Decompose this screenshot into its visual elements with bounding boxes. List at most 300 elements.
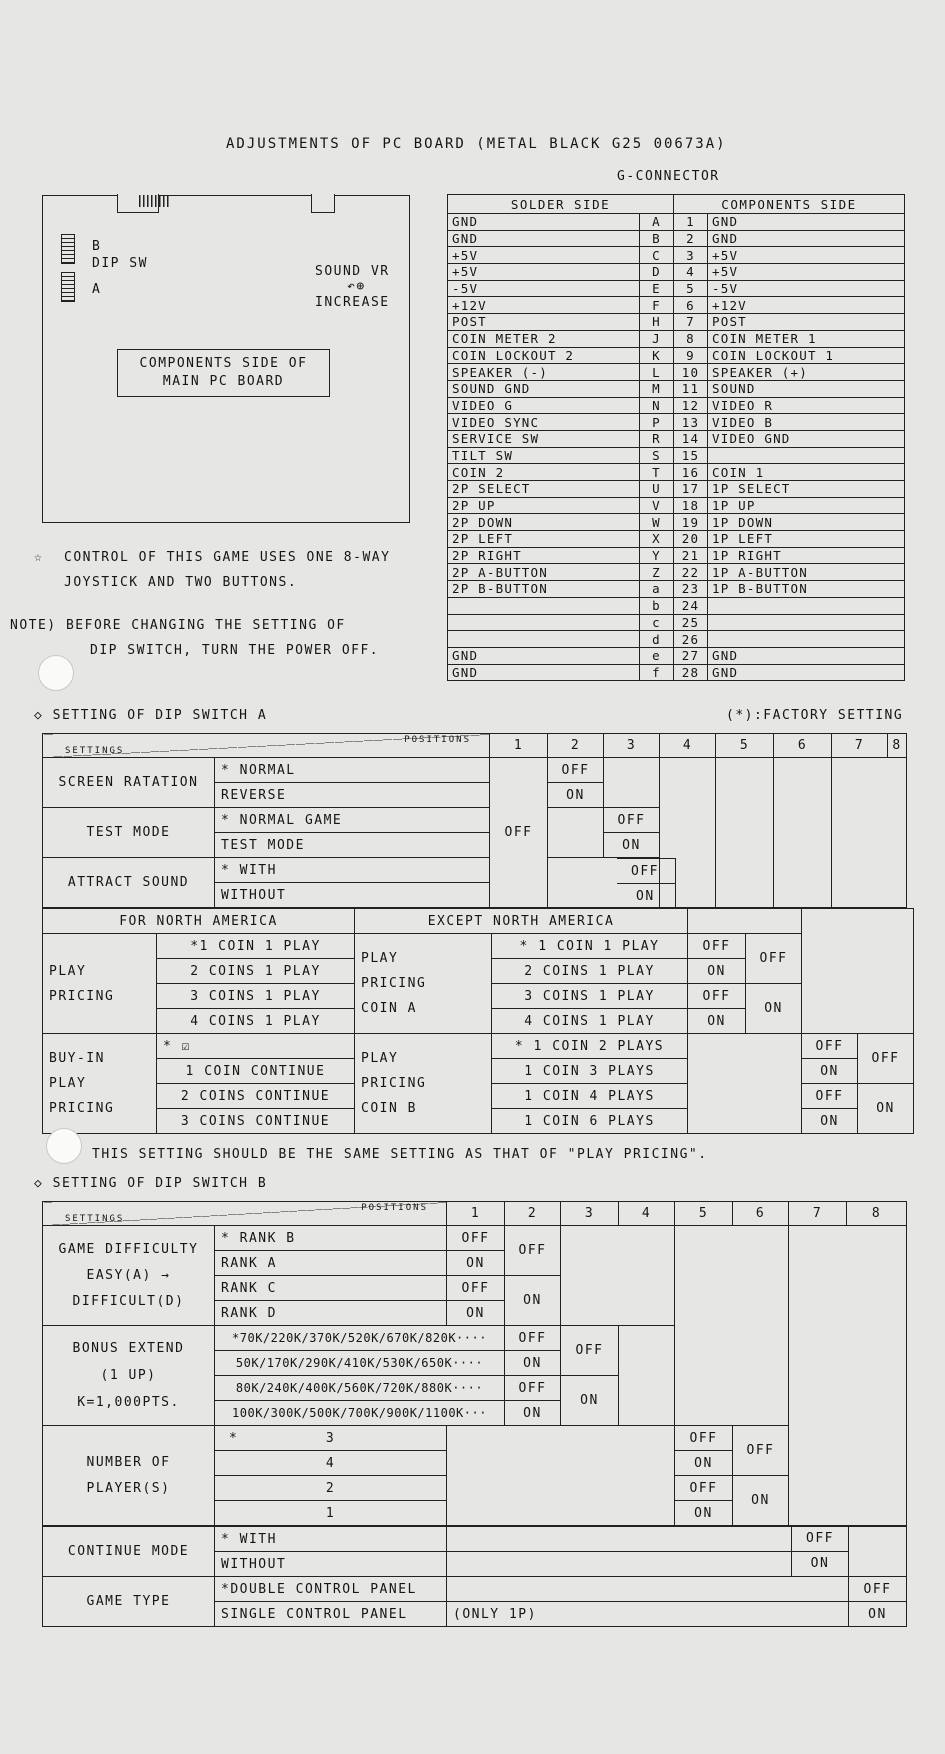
increase-label: INCREASE: [315, 295, 390, 310]
continue-without: WITHOUT: [215, 1552, 447, 1577]
col-header: 5: [716, 734, 774, 758]
solder-signal: SERVICE SW: [448, 430, 640, 447]
sw3-off: OFF: [505, 1376, 561, 1401]
factory-setting-note: (*):FACTORY SETTING: [726, 708, 904, 723]
component-signal: [708, 614, 905, 631]
option-without: WITHOUT: [215, 883, 490, 908]
buy-in-line1: BUY-IN: [49, 1051, 105, 1066]
for-north-america-header: FOR NORTH AMERICA: [43, 909, 355, 934]
solder-signal: 2P RIGHT: [448, 547, 640, 564]
sw3-on: ON: [505, 1401, 561, 1426]
except-north-america-header: EXCEPT NORTH AMERICA: [355, 909, 688, 934]
control-star-icon: ☆: [34, 550, 44, 565]
single-control-panel: SINGLE CONTROL PANEL: [215, 1602, 447, 1627]
bonus-line3: K=1,000PTS.: [77, 1395, 180, 1410]
col-header: 8: [888, 734, 907, 758]
sw3-off: OFF: [604, 808, 660, 833]
solder-pin: a: [640, 581, 674, 598]
component-signal: GND: [708, 664, 905, 681]
component-pin: 25: [674, 614, 708, 631]
game-difficulty-label: [43, 1226, 215, 1326]
solder-signal: COIN METER 2: [448, 330, 640, 347]
solder-signal: VIDEO G: [448, 397, 640, 414]
col-header: 1: [490, 734, 548, 758]
dip-b-heading: ◇ SETTING OF DIP SWITCH B: [34, 1176, 268, 1191]
rank-option: RANK D: [215, 1301, 447, 1326]
connector-row: [448, 547, 905, 564]
positions-label: POSITIONS: [404, 735, 471, 745]
note-line1: NOTE) BEFORE CHANGING THE SETTING OF: [10, 618, 346, 633]
sw6-on: ON: [746, 984, 802, 1034]
sw7-off: OFF: [802, 1034, 858, 1059]
connector-row: [448, 297, 905, 314]
sound-vr-label: SOUND VR: [315, 264, 390, 279]
coin-a-label: [355, 934, 492, 1034]
coin-b-line1: PLAY: [361, 1051, 399, 1066]
option-normal: * NORMAL: [215, 758, 490, 783]
solder-pin: M: [640, 380, 674, 397]
sw5-on: ON: [688, 1009, 746, 1034]
sw8-off: OFF: [849, 1577, 907, 1602]
component-signal: POST: [708, 314, 905, 331]
components-side-line2: MAIN PC BOARD: [162, 374, 285, 389]
punch-hole: [38, 655, 74, 691]
solder-signal: COIN 2: [448, 464, 640, 481]
connector-row: [448, 230, 905, 247]
component-signal: 1P SELECT: [708, 481, 905, 498]
sw6-off: OFF: [733, 1426, 789, 1476]
components-side-line1: COMPONENTS SIDE OF: [139, 356, 308, 371]
component-signal: GND: [708, 647, 905, 664]
control-line1: CONTROL OF THIS GAME USES ONE 8-WAY: [64, 550, 391, 565]
sw7-off: OFF: [791, 1527, 848, 1551]
bonus-line1: BONUS EXTEND: [72, 1341, 185, 1356]
g-connector-table: [447, 194, 905, 681]
sw5-on: ON: [675, 1501, 733, 1526]
sw8-on: ON: [849, 1602, 907, 1627]
na-bi-option: 3 COINS CONTINUE: [157, 1109, 355, 1134]
sw7-off: OFF: [802, 1084, 858, 1109]
solder-pin: L: [640, 364, 674, 381]
bonus-option: 100K/300K/500K/700K/900K/1100K···: [215, 1401, 505, 1426]
col-header: 3: [561, 1202, 619, 1226]
eb-option: 1 COIN 4 PLAYS: [492, 1084, 688, 1109]
connector-row: [448, 464, 905, 481]
solder-signal: -5V: [448, 280, 640, 297]
na-bi-option: 2 COINS CONTINUE: [157, 1084, 355, 1109]
default-star: *: [229, 1430, 239, 1446]
players-line1: NUMBER OF: [86, 1454, 171, 1470]
sw1-on: ON: [447, 1301, 505, 1326]
buy-in-line3: PRICING: [49, 1101, 115, 1116]
sw5-off: OFF: [688, 984, 746, 1009]
solder-pin: d: [640, 631, 674, 648]
solder-signal: GND: [448, 647, 640, 664]
sw2-off: OFF: [505, 1226, 561, 1276]
solder-signal: 2P SELECT: [448, 481, 640, 498]
sw2-off: OFF: [548, 758, 604, 783]
option-test-mode: TEST MODE: [215, 833, 490, 858]
na-pp-option: 3 COINS 1 PLAY: [157, 984, 355, 1009]
solder-signal: 2P UP: [448, 497, 640, 514]
solder-side-header: SOLDER SIDE: [448, 195, 674, 214]
component-pin: 16: [674, 464, 708, 481]
col-header: 2: [505, 1202, 561, 1226]
connector-row: [448, 447, 905, 464]
sw2-on: ON: [548, 783, 604, 808]
col-header: 6: [774, 734, 832, 758]
sw8-on: ON: [858, 1084, 914, 1134]
solder-pin: E: [640, 280, 674, 297]
na-play-pricing-line1: PLAY: [49, 963, 87, 979]
connector-row: [448, 414, 905, 431]
component-pin: 21: [674, 547, 708, 564]
component-signal: 1P B-BUTTON: [708, 581, 905, 598]
solder-signal: 2P DOWN: [448, 514, 640, 531]
solder-signal: +12V: [448, 297, 640, 314]
solder-pin: c: [640, 614, 674, 631]
only-1p-note: (ONLY 1P): [447, 1602, 849, 1627]
ea-option: 4 COINS 1 PLAY: [492, 1009, 688, 1034]
col-header: 5: [675, 1202, 733, 1226]
solder-signal: 2P B-BUTTON: [448, 581, 640, 598]
component-pin: 17: [674, 481, 708, 498]
component-pin: 15: [674, 447, 708, 464]
eb-option: * 1 COIN 2 PLAYS: [492, 1034, 688, 1059]
sw7-on: ON: [802, 1109, 858, 1134]
component-pin: 10: [674, 364, 708, 381]
component-signal: 1P LEFT: [708, 531, 905, 548]
solder-signal: SPEAKER (-): [448, 364, 640, 381]
solder-pin: S: [640, 447, 674, 464]
bonus-line2: (1 UP): [100, 1368, 157, 1383]
solder-signal: COIN LOCKOUT 2: [448, 347, 640, 364]
dip-switch-a-icon: [61, 272, 75, 302]
component-pin: 23: [674, 581, 708, 598]
component-signal: 1P UP: [708, 497, 905, 514]
player-option: 2: [215, 1476, 447, 1501]
number-of-players-label: [43, 1426, 215, 1526]
solder-signal: 2P A-BUTTON: [448, 564, 640, 581]
component-signal: [708, 597, 905, 614]
player-value: 3: [325, 1430, 336, 1446]
component-signal: +12V: [708, 297, 905, 314]
component-signal: COIN METER 1: [708, 330, 905, 347]
component-signal: +5V: [708, 264, 905, 281]
dip-a-footnote: THIS SETTING SHOULD BE THE SAME SETTING AS THAT OF "PLAY PRICING".: [92, 1147, 708, 1162]
component-pin: 28: [674, 664, 708, 681]
connector-row: [448, 397, 905, 414]
solder-pin: P: [640, 414, 674, 431]
component-pin: 5: [674, 280, 708, 297]
increase-icon: ↶⊕: [347, 279, 366, 294]
attract-sound-label: ATTRACT SOUND: [43, 858, 215, 908]
sw5-on: ON: [688, 959, 746, 984]
col-header: 4: [619, 1202, 675, 1226]
solder-pin: e: [640, 647, 674, 664]
difficulty-line1: GAME DIFFICULTY: [58, 1241, 199, 1257]
sw6-on: ON: [733, 1476, 789, 1526]
component-signal: COIN 1: [708, 464, 905, 481]
sw3-on: ON: [604, 833, 660, 858]
dip-switch-b-icon: [61, 234, 75, 264]
connector-row: [448, 531, 905, 548]
punch-hole: [46, 1128, 82, 1164]
col-header: 7: [789, 1202, 847, 1226]
coin-b-line3: COIN B: [361, 1101, 417, 1116]
double-control-panel: *DOUBLE CONTROL PANEL: [215, 1577, 447, 1602]
na-bi-option: 1 COIN CONTINUE: [157, 1059, 355, 1084]
solder-pin: A: [640, 214, 674, 231]
eb-option: 1 COIN 6 PLAYS: [492, 1109, 688, 1134]
dip-a-table: [42, 733, 907, 908]
solder-signal: GND: [448, 214, 640, 231]
solder-signal: +5V: [448, 247, 640, 264]
buy-in-line2: PLAY: [49, 1076, 87, 1091]
component-signal: +5V: [708, 247, 905, 264]
solder-pin: Y: [640, 547, 674, 564]
component-signal: GND: [708, 230, 905, 247]
na-play-pricing-line2: PRICING: [49, 988, 115, 1004]
component-signal: COIN LOCKOUT 1: [708, 347, 905, 364]
test-mode-label: TEST MODE: [43, 808, 215, 858]
component-pin: 2: [674, 230, 708, 247]
sw4-on: ON: [561, 1376, 619, 1426]
component-pin: 6: [674, 297, 708, 314]
sw7-on: ON: [802, 1059, 858, 1084]
player-option: 4: [215, 1451, 447, 1476]
screen-ratation-label: SCREEN RATATION: [43, 758, 215, 808]
sw1-on: ON: [447, 1251, 505, 1276]
na-play-pricing-label: [43, 934, 157, 1034]
solder-signal: 2P LEFT: [448, 531, 640, 548]
component-signal: [708, 631, 905, 648]
page-title: ADJUSTMENTS OF PC BOARD (METAL BLACK G25 00673A): [226, 136, 727, 152]
control-line2: JOYSTICK AND TWO BUTTONS.: [64, 575, 298, 590]
col-header: 7: [832, 734, 888, 758]
solder-pin: b: [640, 597, 674, 614]
component-signal: 1P DOWN: [708, 514, 905, 531]
solder-pin: U: [640, 481, 674, 498]
ea-option: * 1 COIN 1 PLAY: [492, 934, 688, 959]
dip-a-heading: ◇ SETTING OF DIP SWITCH A: [34, 708, 268, 723]
component-pin: 20: [674, 531, 708, 548]
solder-pin: Z: [640, 564, 674, 581]
na-bi-option: * ☑: [157, 1034, 355, 1059]
option-reverse: REVERSE: [215, 783, 490, 808]
dip-a-coin-table: [42, 908, 914, 1134]
solder-signal: [448, 597, 640, 614]
bonus-option: *70K/220K/370K/520K/670K/820K····: [215, 1326, 505, 1351]
component-signal: 1P A-BUTTON: [708, 564, 905, 581]
sw5-off: OFF: [688, 934, 746, 959]
connector-row: [448, 280, 905, 297]
coin-a-line3: COIN A: [361, 1001, 417, 1016]
continue-with: * WITH: [215, 1527, 447, 1552]
connector-row: [448, 330, 905, 347]
connector-row: [448, 347, 905, 364]
sw6-off: OFF: [746, 934, 802, 984]
player-option: [215, 1426, 447, 1451]
component-pin: 7: [674, 314, 708, 331]
connector-row: [448, 214, 905, 231]
component-signal: SOUND: [708, 380, 905, 397]
connector-row: [448, 247, 905, 264]
sw1-off: OFF: [447, 1226, 505, 1251]
component-pin: 18: [674, 497, 708, 514]
component-pin: 3: [674, 247, 708, 264]
solder-signal: GND: [448, 230, 640, 247]
component-pin: 1: [674, 214, 708, 231]
solder-signal: +5V: [448, 264, 640, 281]
rank-option: RANK C: [215, 1276, 447, 1301]
sw1-off: OFF: [490, 758, 548, 908]
solder-pin: N: [640, 397, 674, 414]
component-signal: VIDEO R: [708, 397, 905, 414]
settings-label: SETTINGS: [65, 1214, 125, 1224]
connector-row: [448, 614, 905, 631]
sw4-off: OFF: [561, 1326, 619, 1376]
pc-board-diagram: [42, 195, 410, 523]
positions-settings-header: [43, 734, 490, 758]
sw4-on: ON: [636, 889, 655, 904]
sw1-off: OFF: [447, 1276, 505, 1301]
component-pin: 4: [674, 264, 708, 281]
continue-mode-label: CONTINUE MODE: [43, 1527, 215, 1577]
sw8-off: OFF: [858, 1034, 914, 1084]
option-with: * WITH: [215, 858, 490, 883]
solder-pin: D: [640, 264, 674, 281]
dip-label-a: A: [92, 282, 102, 297]
component-signal: SPEAKER (+): [708, 364, 905, 381]
sw5-off: OFF: [675, 1476, 733, 1501]
coin-a-line2: PRICING: [361, 976, 427, 991]
solder-pin: K: [640, 347, 674, 364]
na-pp-option: 4 COINS 1 PLAY: [157, 1009, 355, 1034]
connector-row: [448, 430, 905, 447]
solder-pin: H: [640, 314, 674, 331]
component-pin: 12: [674, 397, 708, 414]
col-header: 2: [548, 734, 604, 758]
solder-signal: GND: [448, 664, 640, 681]
solder-pin: C: [640, 247, 674, 264]
positions-label: POSITIONS: [361, 1203, 428, 1213]
component-pin: 9: [674, 347, 708, 364]
solder-signal: [448, 614, 640, 631]
coin-b-line2: PRICING: [361, 1076, 427, 1091]
bonus-option: 80K/240K/400K/560K/720K/880K····: [215, 1376, 505, 1401]
solder-pin: F: [640, 297, 674, 314]
component-pin: 11: [674, 380, 708, 397]
difficulty-line3: DIFFICULT(D): [72, 1293, 185, 1309]
solder-pin: R: [640, 430, 674, 447]
connector-row: [448, 631, 905, 648]
col-header: 3: [604, 734, 660, 758]
dip-b-table: [42, 1201, 907, 1526]
solder-pin: V: [640, 497, 674, 514]
component-pin: 14: [674, 430, 708, 447]
solder-pin: X: [640, 531, 674, 548]
solder-signal: TILT SW: [448, 447, 640, 464]
na-pp-option: *1 COIN 1 PLAY: [157, 934, 355, 959]
note-line2: DIP SWITCH, TURN THE POWER OFF.: [90, 643, 380, 658]
settings-label: SETTINGS: [65, 746, 125, 756]
solder-pin: B: [640, 230, 674, 247]
edge-notch: [311, 194, 335, 213]
solder-signal: [448, 631, 640, 648]
connector-row: [448, 497, 905, 514]
connector-row: [448, 264, 905, 281]
solder-signal: POST: [448, 314, 640, 331]
na-pp-option: 2 COINS 1 PLAY: [157, 959, 355, 984]
sw3-on: ON: [505, 1351, 561, 1376]
component-pin: 24: [674, 597, 708, 614]
players-line2: PLAYER(S): [86, 1480, 171, 1496]
solder-signal: VIDEO SYNC: [448, 414, 640, 431]
sw7-on: ON: [791, 1552, 848, 1576]
dip-label-b: B: [92, 239, 102, 254]
component-pin: 22: [674, 564, 708, 581]
dip-label: DIP SW: [92, 256, 148, 271]
component-pin: 26: [674, 631, 708, 648]
solder-pin: J: [640, 330, 674, 347]
connector-pins: [139, 195, 169, 207]
component-signal: 1P RIGHT: [708, 547, 905, 564]
connector-row: [448, 664, 905, 681]
sw4-off: OFF: [631, 864, 659, 879]
eb-option: 1 COIN 3 PLAYS: [492, 1059, 688, 1084]
connector-row: [448, 380, 905, 397]
connector-row: [448, 597, 905, 614]
sw5-off: OFF: [675, 1426, 733, 1451]
bonus-extend-label: [43, 1326, 215, 1426]
solder-pin: f: [640, 664, 674, 681]
connector-row: [448, 514, 905, 531]
connector-title: G-CONNECTOR: [617, 169, 720, 184]
col-header: 1: [447, 1202, 505, 1226]
component-pin: 13: [674, 414, 708, 431]
positions-settings-header: [43, 1202, 447, 1226]
solder-pin: T: [640, 464, 674, 481]
col-header: 6: [733, 1202, 789, 1226]
sw3-off: OFF: [505, 1326, 561, 1351]
game-type-label: GAME TYPE: [43, 1577, 215, 1627]
component-pin: 27: [674, 647, 708, 664]
sw5-on: ON: [675, 1451, 733, 1476]
component-signal: GND: [708, 214, 905, 231]
bonus-option: 50K/170K/290K/410K/530K/650K····: [215, 1351, 505, 1376]
component-signal: -5V: [708, 280, 905, 297]
connector-row: [448, 481, 905, 498]
component-pin: 8: [674, 330, 708, 347]
solder-signal: SOUND GND: [448, 380, 640, 397]
connector-row: [448, 581, 905, 598]
component-pin: 19: [674, 514, 708, 531]
solder-pin: W: [640, 514, 674, 531]
dip-b-lower-table: [42, 1526, 907, 1627]
col-header: 4: [660, 734, 716, 758]
connector-row: [448, 564, 905, 581]
rank-option: RANK A: [215, 1251, 447, 1276]
col-header: 8: [847, 1202, 907, 1226]
component-signal: VIDEO GND: [708, 430, 905, 447]
sw2-on: ON: [505, 1276, 561, 1326]
buy-in-label: [43, 1034, 157, 1134]
connector-row: [448, 314, 905, 331]
ea-option: 2 COINS 1 PLAY: [492, 959, 688, 984]
connector-row: [448, 647, 905, 664]
components-side-header: COMPONENTS SIDE: [674, 195, 905, 214]
